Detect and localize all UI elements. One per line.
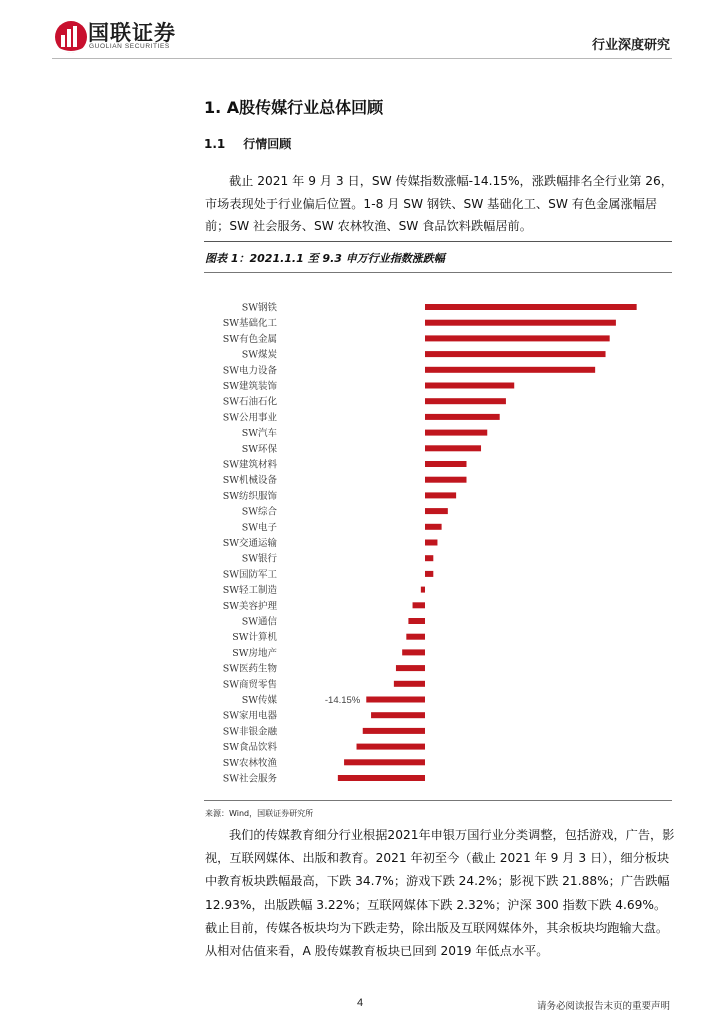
category-label: SW农林牧渔	[222, 757, 277, 769]
bar	[425, 351, 606, 357]
subsection-heading	[204, 135, 291, 152]
bar	[406, 634, 425, 640]
bar	[413, 602, 425, 608]
analysis-paragraph: 我们的传媒教育细分行业根据2021年申银万国行业分类调整，包括游戏，广告，影视，互联网媒体、出版和教育。2021 年初至今（截止 2021 年 9 月 3 日），细分板块中教育板块跌幅最高，下跌 34.7%；游戏下跌 24.2%；影视下跌 21.88%；广告跌幅 12.93%，出版跌幅 3.22%；互联网媒体下跌 2.32%；沪深 300 指数下跌 4.69%。截止目前，传媒各板块均为下跌走势，除出版及互联网媒体外，其余板块均跑输大盘。从相对估值来看，A 股传媒教育板块已回到 2019 年低点水平。	[205, 828, 675, 959]
bar	[396, 665, 425, 671]
category-label: SW石油石化	[222, 396, 277, 408]
category-label: SW美容护理	[222, 600, 277, 612]
data-label: -14.15%	[324, 695, 361, 706]
category-label: SW电子	[241, 522, 277, 534]
category-label: SW通信	[241, 616, 277, 628]
category-label: SW轻工制造	[222, 585, 277, 597]
category-label: SW电力设备	[222, 365, 277, 377]
category-label: SW计算机	[232, 632, 277, 644]
bar	[425, 304, 637, 310]
category-label: SW房地产	[232, 647, 277, 659]
bar	[394, 681, 425, 687]
bar	[425, 414, 500, 420]
bar	[338, 775, 425, 781]
category-label: SW钢铁	[241, 302, 277, 314]
category-label: SW非银金融	[222, 726, 277, 738]
category-label: SW银行	[241, 553, 277, 565]
category-label: SW食品饮料	[222, 742, 277, 754]
category-label: SW建筑材料	[222, 459, 277, 471]
bar	[371, 712, 425, 718]
figure-source: 来源：Wind，国联证券研究所	[205, 809, 314, 818]
bar	[402, 649, 425, 655]
bar	[425, 461, 467, 467]
category-label: SW医药生物	[222, 663, 277, 675]
bar	[425, 524, 442, 530]
bar	[425, 320, 616, 326]
category-label: SW公用事业	[222, 412, 277, 424]
figure-title-rule	[204, 272, 672, 273]
figure-bottom-rule	[204, 800, 672, 801]
category-label: SW商贸零售	[222, 679, 277, 691]
logo-english-name: GUOLIAN SECURITIES	[89, 43, 170, 50]
category-label: SW建筑装饰	[222, 381, 277, 392]
category-label: SW有色金属	[222, 333, 277, 345]
bar	[425, 335, 610, 341]
logo-chinese-name: 国联证券	[88, 21, 176, 45]
category-label: SW交通运输	[222, 538, 277, 549]
category-label: SW煤炭	[241, 349, 277, 361]
figure-title: 图表 1：2021.1.1 至 9.3 申万行业指数涨跌幅	[205, 252, 445, 265]
category-label: SW纺织服饰	[222, 490, 277, 502]
category-label: SW传媒	[241, 695, 277, 706]
bar	[425, 383, 514, 389]
category-label: SW基础化工	[222, 318, 277, 330]
report-type: 行业深度研究	[591, 38, 670, 53]
subsection-number: 1.1	[204, 137, 226, 151]
bar	[425, 555, 433, 561]
category-label: SW综合	[241, 506, 277, 518]
page-number: 4	[357, 997, 364, 1009]
bar	[366, 697, 425, 703]
category-label: SW环保	[241, 443, 277, 455]
header-divider	[52, 58, 672, 59]
industry-return-bar-chart	[204, 290, 672, 796]
category-label: SW家用电器	[222, 710, 277, 722]
bar	[408, 618, 425, 624]
section-heading: 1. A股传媒行业总体回顾	[204, 98, 384, 117]
bar	[344, 759, 425, 765]
bar	[425, 492, 456, 498]
bar	[425, 445, 481, 451]
bar	[425, 571, 433, 577]
footer-disclaimer: 请务必阅读报告末页的重要声明	[536, 1001, 670, 1012]
intro-paragraph: 截止 2021 年 9 月 3 日，SW 传媒指数涨幅-14.15%，涨跌幅排名全行业第 26，市场表现处于行业偏后位置。1-8 月 SW 钢铁、SW 基础化工、SW 有色金属涨幅居前；SW 社会服务、SW 农林牧渔、SW 食品饮料跌幅居前。	[205, 174, 673, 233]
category-label: SW国防军工	[222, 569, 277, 581]
bar	[425, 430, 487, 436]
figure-top-rule	[204, 241, 672, 242]
category-label: SW社会服务	[222, 773, 277, 785]
bar	[425, 508, 448, 514]
bar	[425, 398, 506, 404]
bar	[357, 744, 425, 750]
bar	[425, 367, 595, 373]
subsection-title: 行情回顾	[243, 137, 292, 151]
bar	[421, 587, 425, 593]
bar	[425, 477, 467, 483]
bar	[425, 540, 437, 546]
bar	[363, 728, 425, 734]
category-label: SW机械设备	[222, 475, 277, 487]
category-label: SW汽车	[241, 428, 277, 440]
